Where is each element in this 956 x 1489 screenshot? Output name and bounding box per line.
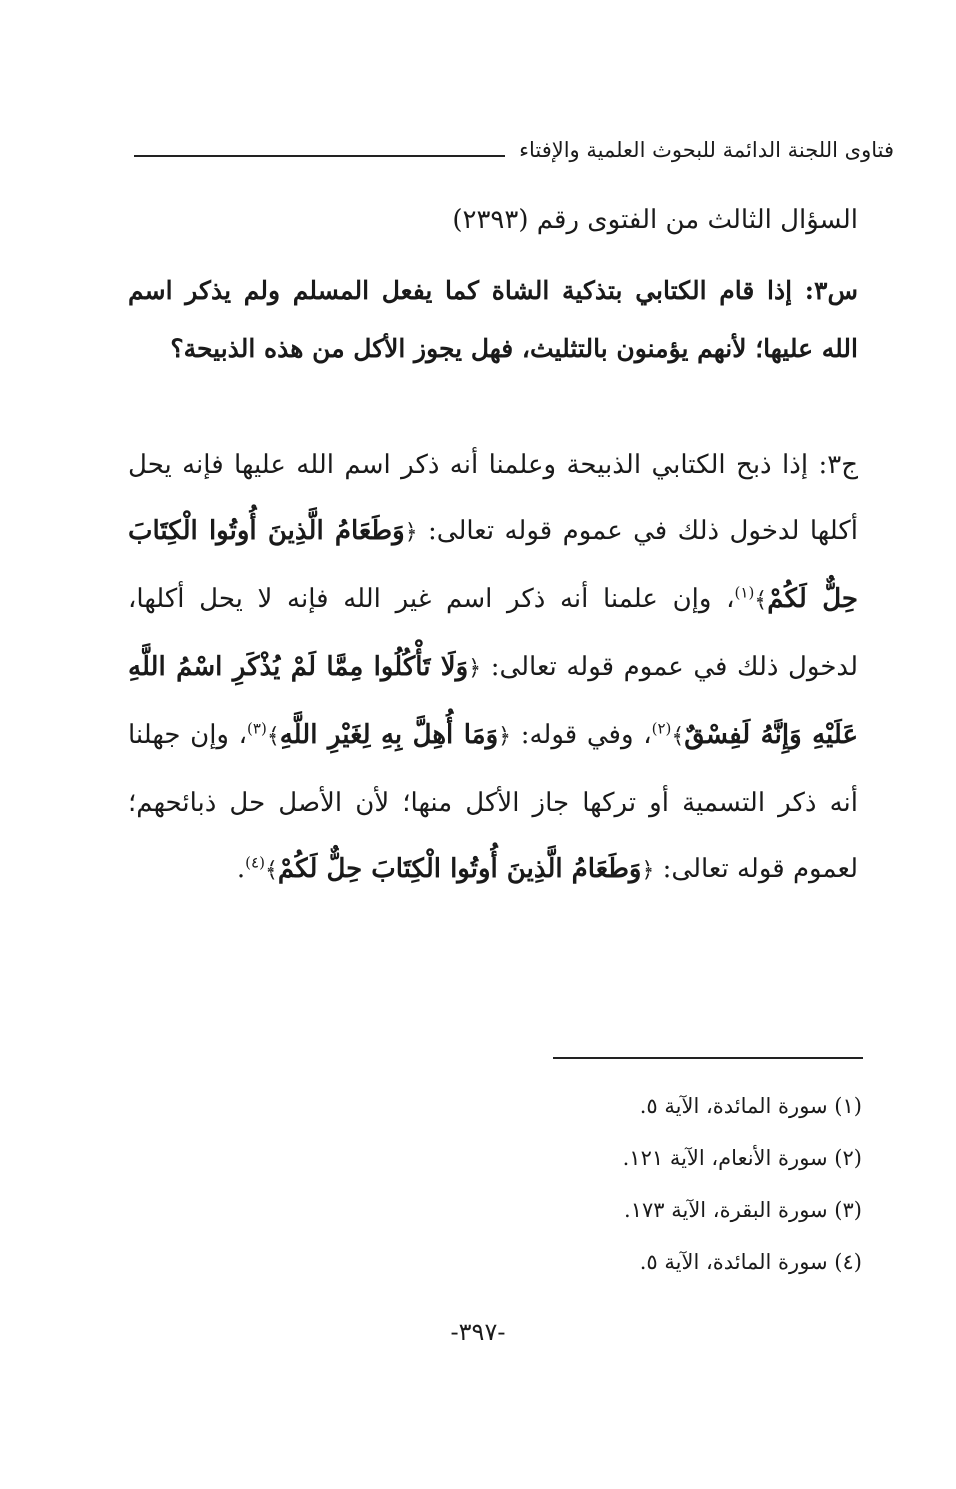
answer-label: ج٣: xyxy=(818,450,858,480)
page-number: -٣٩٧- xyxy=(450,1318,506,1346)
running-header xyxy=(134,128,894,172)
answer-end: . xyxy=(236,854,246,884)
answer-text-1: إذا ذبح الكتابي الذبيحة وعلمنا أنه ذكر اسم الله عليها فإنه يحل أكلها لدخول ذلك في عموم قوله تعالى: xyxy=(128,450,859,546)
verse-open-bracket: ﴿ xyxy=(468,656,482,681)
footnote-ref-2[interactable]: (٢) xyxy=(651,719,672,738)
question-paragraph xyxy=(128,262,858,378)
footnotes-list xyxy=(362,1080,862,1288)
quran-verse-1: وَطَعَامُ الَّذِينَ أُوتُوا الْكِتَابَ حِلٌّ لَكُمْ xyxy=(128,516,858,614)
footnote-ref-4[interactable]: (٤) xyxy=(245,853,265,872)
verse-close-bracket: ﴾ xyxy=(671,724,685,749)
question-label: س٣: xyxy=(804,276,858,305)
footnote-item: (٣) سورة البقرة، الآية ١٧٣. xyxy=(624,1198,862,1222)
footnote-ref-1[interactable]: (١) xyxy=(734,583,755,602)
quran-verse-4: وَطَعَامُ الَّذِينَ أُوتُوا الْكِتَابَ حِلٌّ لَكُمْ xyxy=(277,854,642,884)
verse-close-bracket: ﴾ xyxy=(264,858,278,883)
verse-open-bracket: ﴿ xyxy=(498,724,512,749)
footnote-item: (١) سورة المائدة، الآية ٥. xyxy=(639,1094,862,1118)
footnote-item: (٢) سورة الأنعام، الآية ١٢١. xyxy=(622,1146,862,1170)
footnote-ref-3[interactable]: (٣) xyxy=(247,719,267,738)
header-title: فتاوى اللجنة الدائمة للبحوث العلمية والإفتاء xyxy=(519,138,894,162)
answer-text-3: ، وفي قوله: xyxy=(520,720,652,750)
quran-verse-2: وَلَا تَأْكُلُوا مِمَّا لَمْ يُذْكَرِ اسْمُ اللَّهِ عَلَيْهِ وَإِنَّهُ لَفِسْقٌ xyxy=(128,652,859,750)
footnote-item: (٤) سورة المائدة، الآية ٥. xyxy=(639,1250,862,1274)
answer-text-4: ، وإن جهلنا أنه ذكر التسمية أو تركها جاز الأكل منها؛ لأن الأصل حل ذبائحهم؛ لعموم قوله تعالى: xyxy=(128,720,858,884)
verse-open-bracket: ﴿ xyxy=(404,520,418,545)
quran-verse-3: وَمَا أُهِلَّ بِهِ لِغَيْرِ اللَّهِ xyxy=(279,720,499,750)
verse-open-bracket: ﴿ xyxy=(641,858,655,883)
question-text: إذا قام الكتابي بتذكية الشاة كما يفعل المسلم ولم يذكر اسم الله عليها؛ لأنهم يؤمنون بالتثليث، فهل يجوز الأكل من هذه الذبيحة؟ xyxy=(128,276,858,363)
verse-close-bracket: ﴾ xyxy=(754,588,768,613)
fatwa-question-number: السؤال الثالث من الفتوى رقم (٢٣٩٣) xyxy=(452,205,858,235)
footnote-separator xyxy=(553,1057,863,1059)
header-rule xyxy=(134,155,505,157)
answer-text-2: ، وإن علمنا أنه ذكر اسم غير الله فإنه لا يحل أكلها، لدخول ذلك في عموم قوله تعالى: xyxy=(128,584,859,682)
verse-close-bracket: ﴾ xyxy=(266,724,280,749)
answer-paragraph xyxy=(128,432,858,904)
